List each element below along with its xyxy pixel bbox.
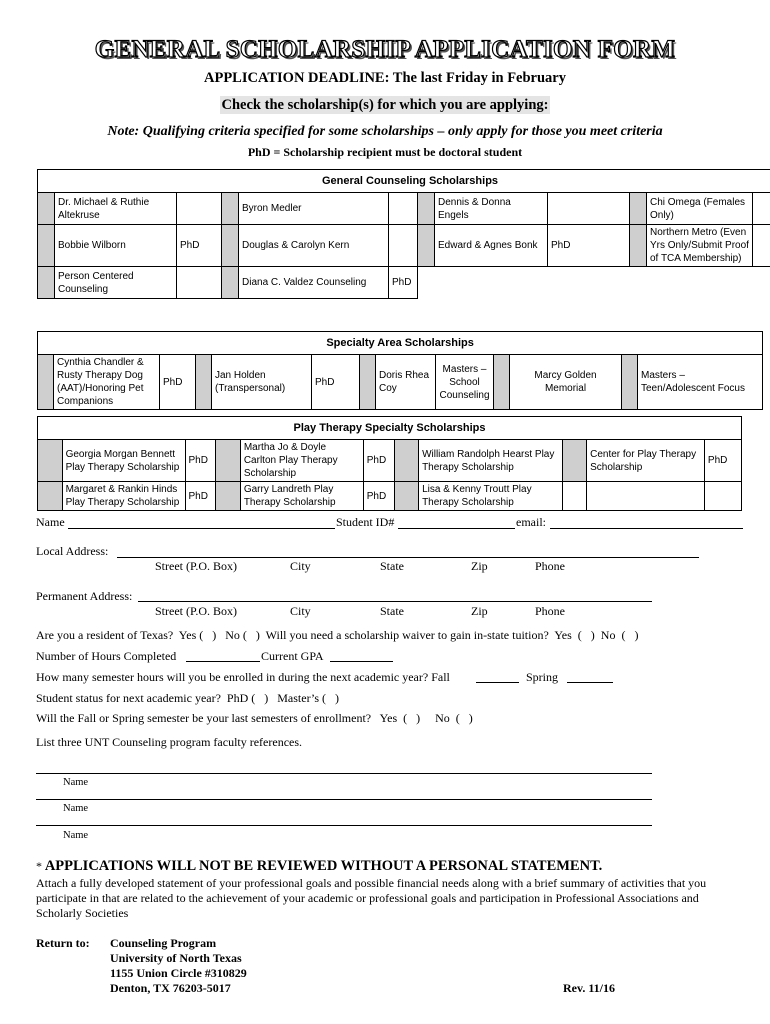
- local-address-field[interactable]: [117, 557, 699, 558]
- qualifying-note: Note: Qualifying criteria specified for some scholarships – only apply for those you meet criteria: [107, 124, 663, 139]
- empty-cell: [177, 267, 222, 299]
- warning-asterisk: *: [36, 859, 42, 873]
- play-therapy-table: [37, 416, 742, 511]
- checkbox-northern-metro[interactable]: [630, 225, 647, 267]
- reference-3-caption: Name: [63, 830, 89, 841]
- permanent-state-caption: State: [380, 604, 404, 618]
- permanent-address-field[interactable]: [138, 601, 652, 602]
- checkbox-medler[interactable]: [222, 193, 239, 225]
- empty-cell: [389, 193, 418, 225]
- address-line-4: Denton, TX 76203-5017: [110, 981, 231, 995]
- checkbox-person-centered[interactable]: [38, 267, 55, 299]
- empty-cell: [587, 482, 705, 511]
- hours-completed-label: Number of Hours Completed: [36, 649, 177, 663]
- phd-definition: PhD = Scholarship recipient must be doctoral student: [247, 145, 523, 159]
- empty-cell: [704, 482, 741, 511]
- revision-label: Rev. 11/16: [563, 981, 616, 995]
- scholarship-golden: Marcy Golden Memorial: [510, 355, 622, 410]
- reference-2-field[interactable]: [36, 799, 652, 800]
- phd-tag: PhD: [363, 440, 394, 482]
- specialty-area-table: [37, 331, 763, 410]
- permanent-city-caption: City: [290, 604, 311, 618]
- local-street-caption: Street (P.O. Box): [155, 559, 237, 573]
- permanent-street-caption: Street (P.O. Box): [155, 604, 237, 618]
- checkbox-engels[interactable]: [418, 193, 435, 225]
- reference-1-field[interactable]: [36, 773, 652, 774]
- checkbox-hinds[interactable]: [38, 482, 63, 511]
- return-to-label: Return to:: [36, 936, 90, 950]
- gpa-label: Current GPA: [261, 649, 324, 663]
- scholarship-hinds: Margaret & Rankin Hinds Play Therapy Scholarship: [62, 482, 185, 511]
- hours-completed-field[interactable]: [186, 661, 260, 662]
- warning-text: APPLICATIONS WILL NOT BE REVIEWED WITHOUT A PERSONAL STATEMENT.: [44, 858, 603, 874]
- scholarship-bennett: Georgia Morgan Bennett Play Therapy Scholarship: [62, 440, 185, 482]
- phd-tag: PhD: [389, 267, 418, 299]
- checkbox-coy[interactable]: [360, 355, 376, 410]
- checkbox-hearst[interactable]: [394, 440, 419, 482]
- scholarship-chandler: Cynthia Chandler & Rusty Therapy Dog (AAT)/Honoring Pet Companions: [54, 355, 160, 410]
- phd-tag: PhD: [185, 482, 216, 511]
- checkbox-valdez[interactable]: [222, 267, 239, 299]
- personal-statement-warning: [36, 858, 602, 875]
- checkbox-golden[interactable]: [494, 355, 510, 410]
- email-label: email:: [516, 515, 546, 529]
- local-phone-caption: Phone: [535, 559, 565, 573]
- texas-resident-question: Are you a resident of Texas? Yes ( ) No ( ) Will you need a scholarship waiver to gain in-state tuition? Yes ( ) No ( ): [36, 628, 639, 642]
- form-title: GENERAL SCHOLARSHIP APPLICATION FORM: [94, 36, 676, 63]
- name-field[interactable]: [68, 528, 335, 529]
- last-semester-question: Will the Fall or Spring semester be your last semesters of enrollment? Yes ( ) No ( ): [36, 711, 473, 725]
- reference-2-caption: Name: [63, 803, 89, 814]
- scholarship-holden: Jan Holden (Transpersonal): [212, 355, 312, 410]
- permanent-zip-caption: Zip: [471, 604, 488, 618]
- permanent-address-label: Permanent Address:: [36, 589, 133, 603]
- student-status-question: Student status for next academic year? PhD ( ) Master’s ( ): [36, 691, 340, 705]
- masters-teen-focus: Masters – Teen/Adolescent Focus: [638, 355, 763, 410]
- name-label: Name: [36, 515, 65, 529]
- attach-instructions: Attach a fully developed statement of your professional goals and possible financial needs along with a brief summary of activities that you participate in that are related to the achievement of your academic or professional goals and participation in Professional Associations and Scholarly Societies: [36, 876, 707, 920]
- empty-cell: [753, 193, 770, 225]
- local-address-label: Local Address:: [36, 544, 109, 558]
- application-deadline: APPLICATION DEADLINE: The last Friday in February: [204, 70, 566, 86]
- phd-tag: PhD: [363, 482, 394, 511]
- scholarship-hearst: William Randolph Hearst Play Therapy Scholarship: [419, 440, 562, 482]
- address-line-2: University of North Texas: [110, 951, 242, 965]
- scholarship-carlton: Martha Jo & Doyle Carlton Play Therapy Scholarship: [240, 440, 363, 482]
- scholarship-wilborn: Bobbie Wilborn: [55, 225, 177, 267]
- specialty-heading: Specialty Area Scholarships: [38, 332, 763, 355]
- local-city-caption: City: [290, 559, 311, 573]
- empty-cell: [548, 193, 630, 225]
- scholarship-engels: Dennis & Donna Engels: [435, 193, 548, 225]
- spring-label: Spring: [526, 670, 559, 684]
- checkbox-kern[interactable]: [222, 225, 239, 267]
- general-heading: General Counseling Scholarships: [38, 170, 770, 193]
- phd-tag: PhD: [185, 440, 216, 482]
- empty-cell: [389, 225, 418, 267]
- empty-cell: [753, 225, 770, 267]
- checkbox-carlton[interactable]: [216, 440, 241, 482]
- empty-checkbox: [562, 482, 587, 511]
- play-heading: Play Therapy Specialty Scholarships: [38, 417, 742, 440]
- scholarship-coy: Doris Rhea Coy: [376, 355, 436, 410]
- references-instruction: List three UNT Counseling program faculty references.: [36, 735, 303, 749]
- scholarship-northern-metro: Northern Metro (Even Yrs Only/Submit Proof of TCA Membership): [647, 225, 753, 267]
- student-id-field[interactable]: [398, 528, 515, 529]
- checkbox-troutt[interactable]: [394, 482, 419, 511]
- checkbox-bonk[interactable]: [418, 225, 435, 267]
- check-instruction-text: Check the scholarship(s) for which you are applying:: [221, 97, 549, 113]
- checkbox-center-play[interactable]: [562, 440, 587, 482]
- scholarship-landreth: Garry Landreth Play Therapy Scholarship: [240, 482, 363, 511]
- scholarship-bonk: Edward & Agnes Bonk: [435, 225, 548, 267]
- checkbox-landreth[interactable]: [216, 482, 241, 511]
- blank-area: [418, 267, 770, 299]
- scholarship-altekruse: Dr. Michael & Ruthie Altekruse: [55, 193, 177, 225]
- address-line-1: Counseling Program: [110, 936, 217, 950]
- email-field[interactable]: [550, 528, 743, 529]
- checkbox-chi-omega[interactable]: [630, 193, 647, 225]
- gpa-field[interactable]: [330, 661, 393, 662]
- checkbox-altekruse[interactable]: [38, 193, 55, 225]
- local-zip-caption: Zip: [471, 559, 488, 573]
- reference-1-caption: Name: [63, 777, 89, 788]
- phd-tag: PhD: [312, 355, 360, 410]
- local-state-caption: State: [380, 559, 404, 573]
- checkbox-chandler[interactable]: [38, 355, 54, 410]
- scholarship-chi-omega: Chi Omega (Females Only): [647, 193, 753, 225]
- general-counseling-table: [37, 169, 770, 299]
- checkbox-holden[interactable]: [196, 355, 212, 410]
- reference-3-field[interactable]: [36, 825, 652, 826]
- phd-tag: PhD: [177, 225, 222, 267]
- checkbox-bennett[interactable]: [38, 440, 63, 482]
- fall-hours-field[interactable]: [476, 682, 519, 683]
- student-id-label: Student ID#: [336, 515, 395, 529]
- scholarship-center-play: Center for Play Therapy Scholarship: [587, 440, 705, 482]
- scholarship-troutt: Lisa & Kenny Troutt Play Therapy Scholarship: [419, 482, 562, 511]
- permanent-phone-caption: Phone: [535, 604, 565, 618]
- spring-hours-field[interactable]: [567, 682, 613, 683]
- phd-tag: PhD: [704, 440, 741, 482]
- check-instruction: [0, 97, 770, 114]
- phd-tag: PhD: [548, 225, 630, 267]
- scholarship-kern: Douglas & Carolyn Kern: [239, 225, 389, 267]
- empty-cell: [177, 193, 222, 225]
- masters-school-counseling: Masters – School Counseling: [436, 355, 494, 410]
- semester-hours-question: How many semester hours will you be enrolled in during the next academic year? Fall: [36, 670, 450, 684]
- phd-tag: PhD: [160, 355, 196, 410]
- scholarship-valdez: Diana C. Valdez Counseling: [239, 267, 389, 299]
- checkbox-wilborn[interactable]: [38, 225, 55, 267]
- address-line-3: 1155 Union Circle #310829: [110, 966, 247, 980]
- scholarship-person-centered: Person Centered Counseling: [55, 267, 177, 299]
- scholarship-medler: Byron Medler: [239, 193, 389, 225]
- checkbox-teen-focus[interactable]: [622, 355, 638, 410]
